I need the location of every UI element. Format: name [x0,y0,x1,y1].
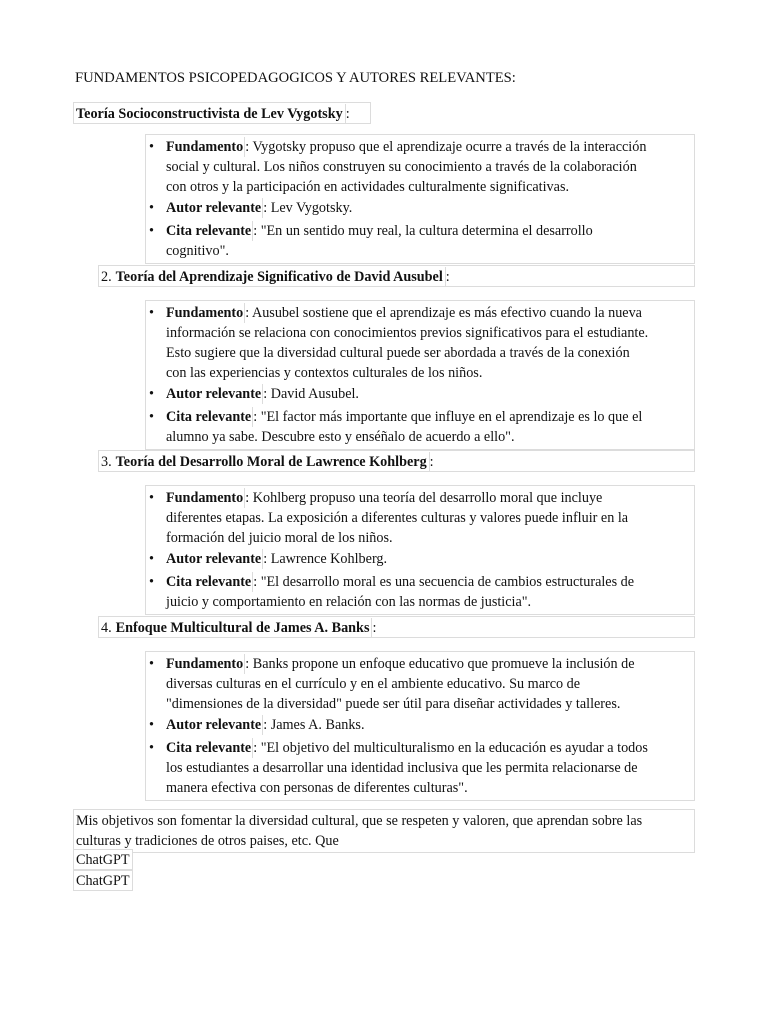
list-item-fundamento [147,654,688,714]
item-text: : Ausubel sostiene que el aprendizaje es más efectivo cuando la nueva [245,305,642,321]
heading-colon: : [372,620,377,636]
bullet-icon: • [149,223,154,239]
bullet-icon: • [149,740,154,756]
item-text: social y cultural. Los niños construyen su conocimiento a través de la colaboración [166,159,637,175]
section-heading-vygotsky [73,102,371,124]
list-item-autor [147,549,688,569]
bullet-icon: • [149,574,154,590]
bullet-icon: • [149,717,154,733]
list-item-fundamento [147,303,688,383]
section-number: 3. [101,454,112,470]
bullet-icon: • [149,656,154,672]
item-text: : Vygotsky propuso que el aprendizaje ocurre a través de la interacción [245,139,647,155]
item-text: diferentes etapas. La exposición a diferentes culturas y valores puede influir en la [166,510,629,526]
item-label: Autor relevante [166,200,262,216]
section-heading-text: Teoría Socioconstructivista de Lev Vygotsky [76,104,346,124]
item-text: : James A. Banks. [263,717,365,733]
item-text: : "El desarrollo moral es una secuencia de cambios estructurales de [253,574,635,590]
section-box-kohlberg [145,485,695,615]
item-text: diversas culturas en el currículo y en el ambiente educativo. Su marco de [166,676,581,692]
section-heading-text: Teoría del Desarrollo Moral de Lawrence Kohlberg [116,452,430,472]
list-item-fundamento [147,488,688,548]
item-text: manera efectiva con personas de diferentes culturas". [166,780,468,796]
bullet-icon: • [149,409,154,425]
bullet-icon: • [149,139,154,155]
item-text: : Banks propone un enfoque educativo que promueve la inclusión de [245,656,635,672]
bullet-icon: • [149,200,154,216]
section-box-banks [145,651,695,801]
item-label: Autor relevante [166,551,262,567]
item-text: : Lev Vygotsky. [263,200,353,216]
heading-colon: : [445,269,450,285]
item-label: Cita relevante [166,574,252,590]
list-item-autor [147,715,688,735]
item-text: información se relaciona con conocimientos previos significativos para el estudiante. [166,325,649,341]
item-label: Fundamento [166,490,244,506]
list-item-autor [147,198,688,218]
section-heading-ausubel [98,265,695,287]
item-label: Cita relevante [166,740,252,756]
section-heading-text: Enfoque Multicultural de James A. Banks [116,618,373,638]
section-box-ausubel [145,300,695,450]
item-text: con otros y la participación en actividades culturalmente significativas. [166,179,570,195]
list-item-cita [147,738,688,798]
item-text: Esto sugiere que la diversidad cultural puede ser abordada a través de la conexión [166,345,630,361]
bullet-icon: • [149,490,154,506]
bullet-icon: • [149,305,154,321]
item-text: juicio y comportamiento en relación con las normas de justicia". [166,594,532,610]
heading-colon: : [345,106,350,122]
item-text: cognitivo". [166,243,229,259]
item-label: Cita relevante [166,223,252,239]
objectives-line: culturas y tradiciones de otros paises, etc. Que [76,833,339,849]
list-item-autor [147,384,688,404]
item-text: alumno ya sabe. Descubre esto y enséñalo de acuerdo a ello". [166,429,515,445]
section-number: 4. [101,620,112,636]
item-text: : Lawrence Kohlberg. [263,551,388,567]
section-number: 2. [101,269,112,285]
bullet-icon: • [149,386,154,402]
section-heading-text: Teoría del Aprendizaje Significativo de David Ausubel [116,267,446,287]
objectives-line: Mis objetivos son fomentar la diversidad cultural, que se respeten y valoren, que aprendan sobre las [76,813,643,829]
item-label: Cita relevante [166,409,252,425]
section-box-vygotsky [145,134,695,264]
item-text: con las experiencias y contextos culturales de los niños. [166,365,483,381]
item-label: Fundamento [166,305,244,321]
item-label: Autor relevante [166,386,262,402]
item-text: : David Ausubel. [263,386,359,402]
item-text: : Kohlberg propuso una teoría del desarrollo moral que incluye [245,490,603,506]
list-item-fundamento [147,137,688,197]
item-label: Autor relevante [166,717,262,733]
item-label: Fundamento [166,139,244,155]
chatgpt-label: ChatGPT [73,870,133,891]
item-label: Fundamento [166,656,244,672]
section-heading-banks [98,616,695,638]
list-item-cita [147,407,688,447]
item-text: : "En un sentido muy real, la cultura determina el desarrollo [253,223,593,239]
list-item-cita [147,221,688,261]
chatgpt-label: ChatGPT [73,849,133,870]
heading-colon: : [429,454,434,470]
item-text: : "El objetivo del multiculturalismo en la educación es ayudar a todos [253,740,648,756]
objectives-paragraph [73,809,695,853]
bullet-icon: • [149,551,154,567]
item-text: formación del juicio moral de los niños. [166,530,393,546]
section-heading-kohlberg [98,450,695,472]
item-text: "dimensiones de la diversidad" puede ser útil para diseñar actividades y talleres. [166,696,621,712]
item-text: los estudiantes a desarrollar una identidad inclusiva que les permita relacionarse de [166,760,638,776]
item-text: : "El factor más importante que influye en el aprendizaje es lo que el [253,409,643,425]
page-title: FUNDAMENTOS PSICOPEDAGOGICOS Y AUTORES RELEVANTES: [75,70,516,86]
list-item-cita [147,572,688,612]
